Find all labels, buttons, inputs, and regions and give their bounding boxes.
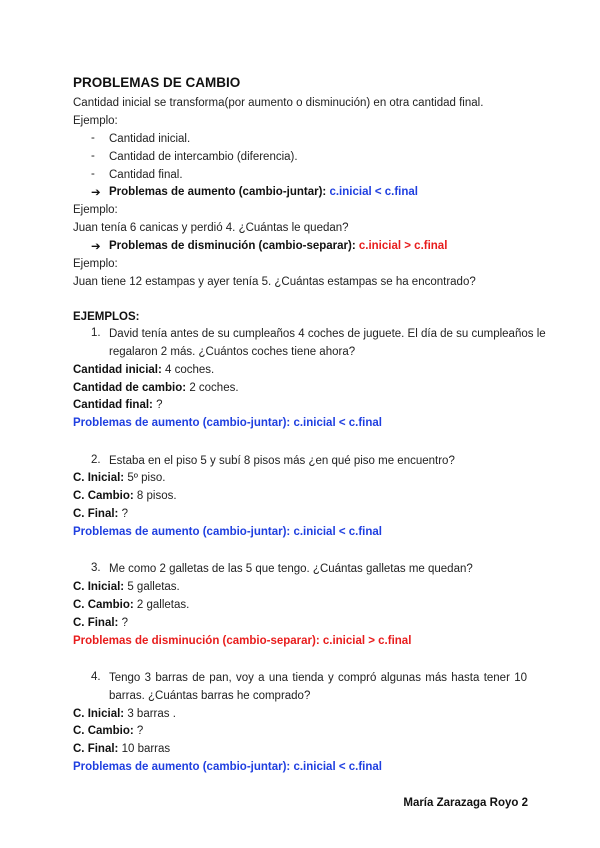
- problem-inicial: [73, 471, 165, 485]
- problem-type: Problemas de aumento (cambio-juntar): c.inicial < c.final: [73, 526, 382, 538]
- final-value: ?: [156, 399, 163, 411]
- disminucion-rule-label: Problemas de disminución (cambio-separar):: [109, 240, 356, 252]
- aumento-rule-formula: c.inicial < c.final: [329, 186, 418, 198]
- problem-text: Tengo 3 barras de pan, voy a una tienda y compró algunas más hasta tener 10: [109, 672, 527, 684]
- disminucion-rule: [109, 239, 447, 253]
- problem-inicial: [73, 707, 176, 721]
- ejemplo-1: Juan tenía 6 canicas y perdió 4. ¿Cuántas le quedan?: [73, 222, 349, 234]
- inicial-value: 5 galletas.: [127, 581, 180, 593]
- cambio-label: C. Cambio:: [73, 599, 134, 611]
- ejemplo-label: Ejemplo:: [73, 115, 118, 127]
- cambio-label: C. Cambio:: [73, 725, 134, 737]
- final-value: ?: [121, 617, 128, 629]
- final-value: ?: [121, 508, 128, 520]
- final-label: C. Final:: [73, 743, 119, 755]
- aumento-rule: [109, 185, 418, 199]
- cambio-value: ?: [136, 725, 144, 737]
- inicial-label: Cantidad inicial:: [73, 364, 162, 376]
- inicial-value: 4 coches.: [165, 364, 215, 376]
- final-value: 10 barras: [121, 743, 171, 755]
- cambio-label: C. Cambio:: [73, 490, 134, 502]
- ejemplo-label: Ejemplo:: [73, 204, 118, 216]
- problem-number: 4.: [91, 671, 101, 683]
- problem-final: [73, 507, 128, 521]
- cambio-value: 2 galletas.: [136, 599, 190, 611]
- footer-author-page: María Zarazaga Royo 2: [403, 797, 528, 809]
- problem-number: 1.: [91, 327, 101, 339]
- disminucion-rule-formula: c.inicial > c.final: [358, 240, 448, 252]
- inicial-label: C. Inicial:: [73, 581, 125, 593]
- cambio-label: Cantidad de cambio:: [73, 382, 187, 394]
- problem-text: barras. ¿Cuántas barras he comprado?: [109, 690, 311, 702]
- final-label: Cantidad final:: [73, 399, 153, 411]
- bullet-item: Cantidad inicial.: [109, 133, 191, 145]
- inicial-value: 3 barras .: [127, 708, 176, 720]
- problem-inicial: [73, 363, 214, 377]
- bullet-dash: -: [91, 150, 95, 162]
- bullet-dash: -: [91, 168, 95, 180]
- ejemplo-label: Ejemplo:: [73, 258, 118, 270]
- problem-final: [73, 742, 170, 756]
- arrow-icon: ➔: [91, 241, 101, 253]
- arrow-icon: ➔: [91, 187, 101, 199]
- problem-number: 3.: [91, 562, 101, 574]
- problem-cambio: [73, 489, 177, 503]
- problem-type: Problemas de aumento (cambio-juntar): c.inicial < c.final: [73, 761, 382, 773]
- problem-type: Problemas de aumento (cambio-juntar): c.inicial < c.final: [73, 417, 382, 429]
- inicial-label: C. Inicial:: [73, 708, 125, 720]
- problem-cambio: [73, 598, 189, 612]
- problem-text: regalaron 2 más. ¿Cuántos coches tiene ahora?: [109, 346, 356, 358]
- problem-cambio: [73, 381, 239, 395]
- bullet-item: Cantidad de intercambio (diferencia).: [109, 151, 298, 163]
- aumento-rule-label: Problemas de aumento (cambio-juntar):: [109, 186, 327, 198]
- cambio-value: 8 pisos.: [136, 490, 177, 502]
- problem-inicial: [73, 580, 180, 594]
- problem-cambio: [73, 724, 143, 738]
- ejemplos-heading: EJEMPLOS:: [73, 311, 140, 323]
- final-label: C. Final:: [73, 617, 119, 629]
- final-label: C. Final:: [73, 508, 119, 520]
- inicial-label: C. Inicial:: [73, 472, 125, 484]
- bullet-item: Cantidad final.: [109, 169, 183, 181]
- page-title: PROBLEMAS DE CAMBIO: [73, 75, 241, 90]
- problem-text: Me como 2 galletas de las 5 que tengo. ¿Cuántas galletas me quedan?: [109, 563, 473, 575]
- inicial-value: 5º piso.: [127, 472, 166, 484]
- bullet-dash: -: [91, 132, 95, 144]
- ejemplo-2: Juan tiene 12 estampas y ayer tenía 5. ¿Cuántas estampas se ha encontrado?: [73, 276, 476, 288]
- problem-final: [73, 398, 162, 412]
- problem-text: David tenía antes de su cumpleaños 4 coches de juguete. El día de su cumpleaños le: [109, 328, 546, 340]
- intro-text: Cantidad inicial se transforma(por aumento o disminución) en otra cantidad final.: [73, 97, 484, 109]
- problem-text: Estaba en el piso 5 y subí 8 pisos más ¿en qué piso me encuentro?: [109, 455, 455, 467]
- cambio-value: 2 coches.: [189, 382, 239, 394]
- problem-type: Problemas de disminución (cambio-separar): c.inicial > c.final: [73, 635, 412, 647]
- problem-final: [73, 616, 128, 630]
- problem-number: 2.: [91, 454, 101, 466]
